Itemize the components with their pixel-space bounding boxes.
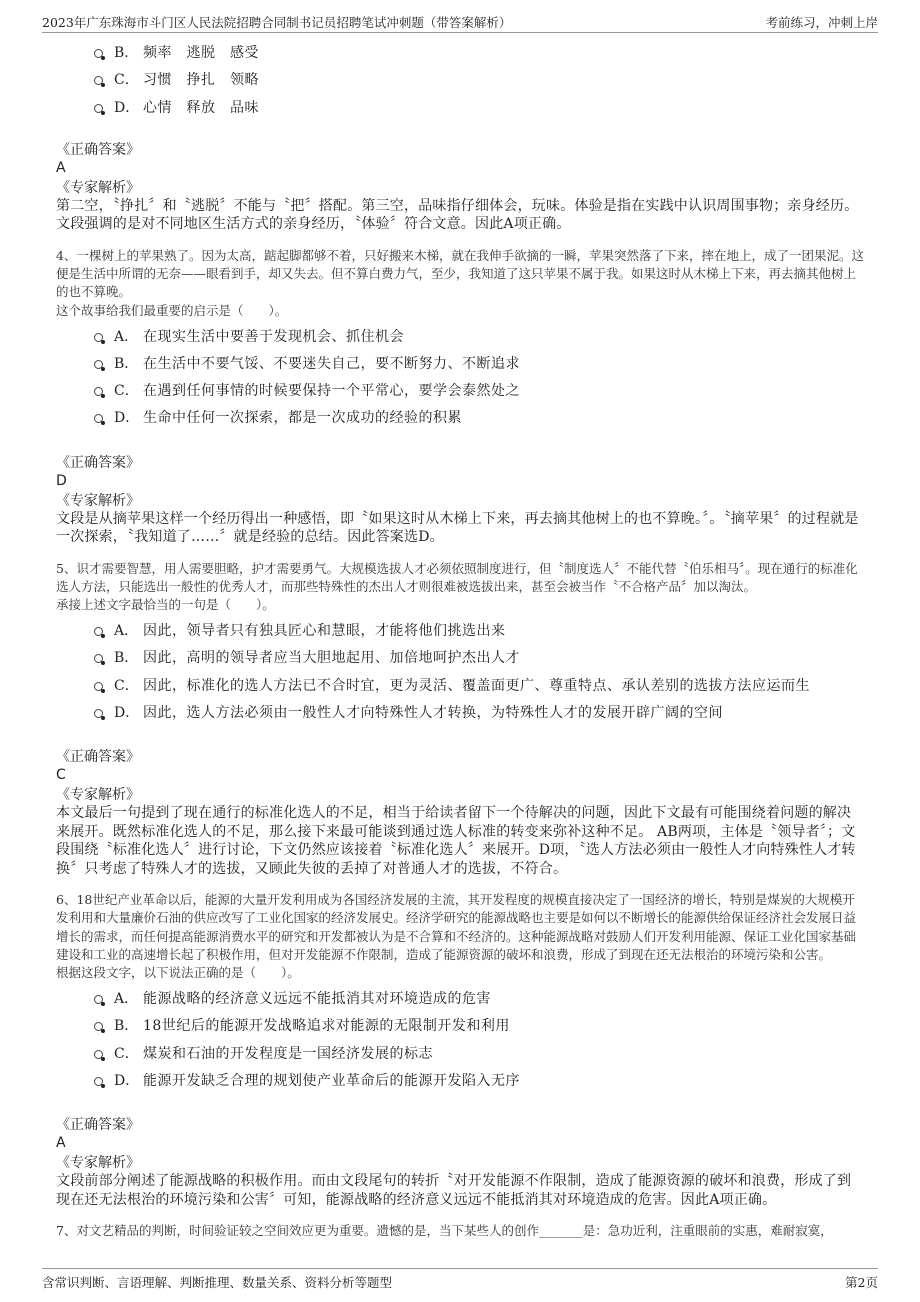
page-header xyxy=(42,10,878,33)
answer-label: 《正确答案》 xyxy=(56,454,140,471)
radio-icon[interactable] xyxy=(94,387,103,396)
radio-icon[interactable] xyxy=(94,1050,103,1059)
radio-icon[interactable] xyxy=(94,627,103,636)
option-c[interactable]: C． 煤炭和石油的开发程度是一国经济发展的标志 xyxy=(56,1041,864,1068)
question-stem: 6、18世纪产业革命以后，能源的大量开发利用成为各国经济发展的主流，其开发程度的规模直接决定了一国经济的增长，特别是煤炭的大规模开发利用和大量廉价石油的供应改写了工业化国家的经济发展史。经济学研究的能源战略也主要是如何以不断增长的能源供给保证经济社会发展日益增长的需求，而任何提高能源消费水平的研究和开发都被认为是不合算和不经济的。这种能源战略对鼓励人们开发利用能源、保证工业化国家基础建设和工业的高速增长起了积极作用，但对开发能源不作限制，造成了能源资源的破坏和浪费，形成了到现在还无法根治的环境污染和公害。 xyxy=(56,892,857,962)
radio-icon[interactable] xyxy=(94,414,103,423)
option-d[interactable]: D． 因此，选人方法必须由一般性人才向特殊性人才转换，为特殊性人才的发展开辟广阔的空间 xyxy=(56,700,864,727)
explanation-text: 文段是从摘苹果这样一个经历得出一种感悟，即〝如果这时从木梯上下来，再去摘其他树上的也不算晚。〞。〝摘苹果〞的过程就是一次探索，〝我知道了……〞就是经验的总结。因此答案选D。 xyxy=(56,510,859,546)
question-stem: 7、对文艺精品的判断，时间验证较之空间效应更为重要。遗憾的是，当下某些人的创作_______是：急功近利，注重眼前的实惠，难耐寂寞， xyxy=(56,1223,833,1239)
footer-topics: 含常识判断、言语理解、判断推理、数量关系、资料分析等题型 xyxy=(42,1275,393,1290)
question-6 xyxy=(56,891,864,1209)
radio-icon[interactable] xyxy=(94,709,103,718)
option-b[interactable]: B． 18世纪后的能源开发战略追求对能源的无限制开发和利用 xyxy=(56,1013,864,1040)
answer-value: A xyxy=(56,159,66,176)
option-a[interactable]: A． 因此，领导者只有独具匠心和慧眼，才能将他们挑选出来 xyxy=(56,618,864,645)
radio-icon[interactable] xyxy=(94,360,103,369)
radio-icon[interactable] xyxy=(94,1077,103,1086)
radio-icon[interactable] xyxy=(94,333,103,342)
answer-label: 《正确答案》 xyxy=(56,141,140,158)
radio-icon[interactable] xyxy=(94,49,103,58)
radio-icon[interactable] xyxy=(94,1022,103,1031)
question-7 xyxy=(56,1222,864,1240)
radio-icon[interactable] xyxy=(94,654,103,663)
radio-icon[interactable] xyxy=(94,76,103,85)
explanation-label: 《专家解析》 xyxy=(56,1155,140,1172)
radio-icon[interactable] xyxy=(94,995,103,1004)
header-slogan: 考前练习，冲刺上岸 xyxy=(765,15,878,30)
option-c[interactable]: C． 习惯 挣扎 领略 xyxy=(56,67,864,94)
option-b[interactable]: B． 因此，高明的领导者应当大胆地起用、加倍地呵护杰出人才 xyxy=(56,645,864,672)
document-title: 2023年广东珠海市斗门区人民法院招聘合同制书记员招聘笔试冲刺题（带答案解析） xyxy=(42,15,512,30)
option-d[interactable]: D． 生命中任何一次探索，都是一次成功的经验的积累 xyxy=(56,405,864,432)
explanation-label: 《专家解析》 xyxy=(56,179,140,196)
answer-label: 《正确答案》 xyxy=(56,1117,140,1134)
explanation-text: 第二空，〝挣扎〞和〝逃脱〞不能与〝把〞搭配。第三空，品味指仔细体会，玩味。体验是指在实践中认识周围事物；亲身经历。文段强调的是对不同地区生活方式的亲身经历，〝体验〞符合文意。因此A项正确。 xyxy=(56,197,859,233)
question-3 xyxy=(56,40,864,234)
explanation-text: 本文最后一句提到了现在通行的标准化选人的不足，相当于给读者留下一个待解决的问题，因此下文最有可能围绕着问题的解决来展开。既然标准化选人的不足，那么接下来最可能谈到通过选人标准的转变来弥补这种不足。 AB两项，主体是〝领导者〞；文段围绕〝标准化选人〞进行讨论，下文仍然应该接着〝标准化选人〞来展开。D项，〝选人方法必须由一般性人才向特殊性人才转换〞只考虑了特殊人才的选拔，又顾此失彼的丢掉了对普通人才的选拔，不符合。 xyxy=(56,805,856,877)
option-d[interactable]: D． 能源开发缺乏合理的规划使产业革命后的能源开发陷入无序 xyxy=(56,1068,864,1095)
question-prompt: 这个故事给我们最重要的启示是（ ）。 xyxy=(56,302,288,318)
answer-value: D xyxy=(56,472,67,489)
page-content xyxy=(56,40,864,1240)
explanation-label: 《专家解析》 xyxy=(56,492,140,509)
option-c[interactable]: C． 在遇到任何事情的时候要保持一个平常心，要学会泰然处之 xyxy=(56,378,864,405)
answer-value: C xyxy=(56,767,66,784)
question-4 xyxy=(56,247,864,547)
option-b[interactable]: B． 频率 逃脱 感受 xyxy=(56,40,864,67)
answer-value: A xyxy=(56,1135,66,1152)
answer-label: 《正确答案》 xyxy=(56,749,140,766)
explanation-text: 文段前部分阐述了能源战略的积极作用。而由文段尾句的转折〝对开发能源不作限制，造成了能源资源的破坏和浪费，形成了到现在还无法根治的环境污染和公害〞可知，能源战略的经济意义远远不能抵消其对环境造成的危害。因此A项正确。 xyxy=(56,1173,852,1208)
question-prompt: 承接上述文字最恰当的一句是（ ）。 xyxy=(56,597,275,613)
radio-icon[interactable] xyxy=(94,104,103,113)
question-prompt: 根据这段文字，以下说法正确的是（ ）。 xyxy=(56,965,300,981)
radio-icon[interactable] xyxy=(94,682,103,691)
option-c[interactable]: C． 因此，标准化的选人方法已不合时宜，更为灵活、覆盖面更广、尊重特点、承认差别的选拔方法应运而生 xyxy=(56,673,864,700)
page-number: 第2页 xyxy=(845,1275,878,1290)
option-d[interactable]: D． 心情 释放 品味 xyxy=(56,95,864,122)
question-5 xyxy=(56,560,864,879)
option-a[interactable]: A． 在现实生活中要善于发现机会、抓住机会 xyxy=(56,324,864,351)
question-stem: 4、一棵树上的苹果熟了。因为太高，踮起脚都够不着，只好搬来木梯，就在我伸手欲摘的一瞬，苹果突然落了下来，摔在地上，成了一团果泥。这便是生活中所谓的无奈——眼看到手，却又失去。但不算白费力气，至少，我知道了这只苹果不属于我。如果这时从木梯上下来，再去摘其他树上的也不算晚。 xyxy=(56,247,864,300)
option-a[interactable]: A． 能源战略的经济意义远远不能抵消其对环境造成的危害 xyxy=(56,986,864,1013)
page-footer xyxy=(42,1268,878,1293)
option-b[interactable]: B． 在生活中不要气馁、不要迷失自己，要不断努力、不断追求 xyxy=(56,351,864,378)
explanation-label: 《专家解析》 xyxy=(56,787,140,804)
question-stem: 5、识才需要智慧，用人需要胆略，护才需要勇气。大规模选拔人才必须依照制度进行，但〝制度选人〞不能代替〝伯乐相马〞。现在通行的标准化选人方法，只能选出一般性的优秀人才，而那些特殊性的杰出人才则很难被选拔出来，甚至会被当作〝不合格产品〞加以淘汰。 xyxy=(56,560,858,594)
